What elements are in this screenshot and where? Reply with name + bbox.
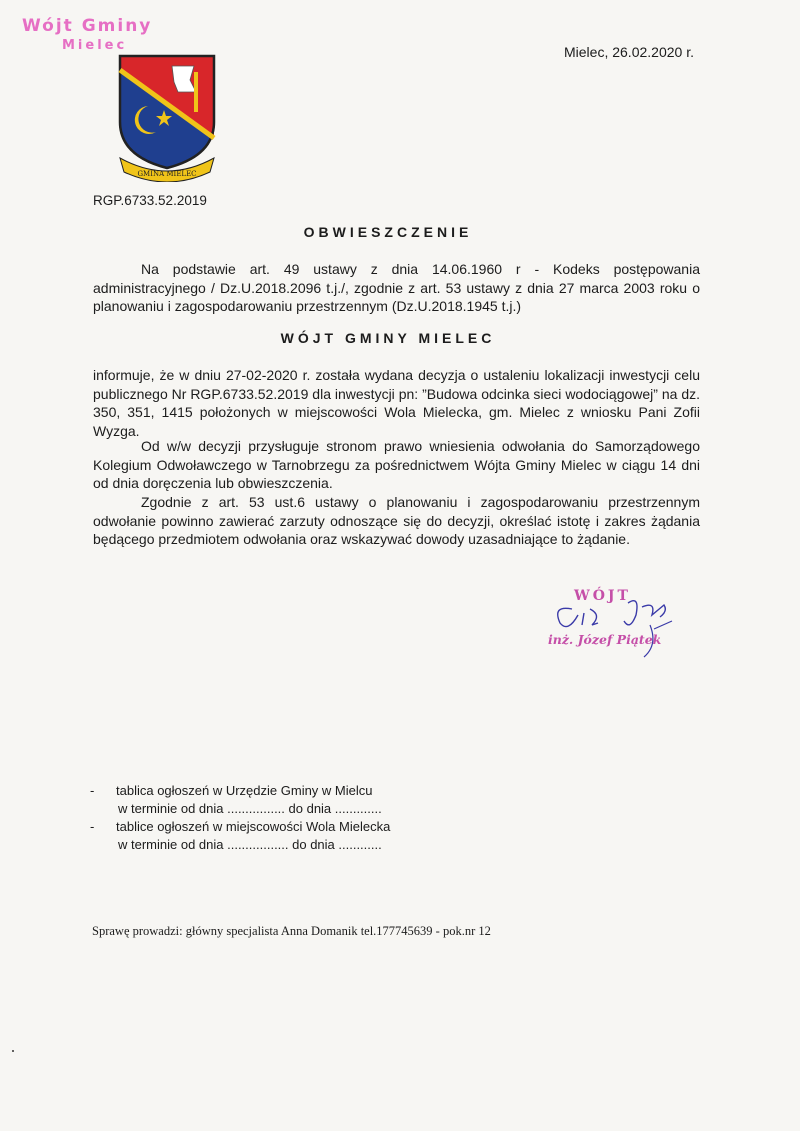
list-bullet: - <box>90 819 95 834</box>
legal-basis-paragraph: Na podstawie art. 49 ustawy z dnia 14.06.1960 r - Kodeks postępowania administracyjnego / Dz.U.2018.2096 t.j./, zgodnie z art. 53 ustawy z dnia 27 marca 2003 roku o planowaniu i zagospodarowaniu przestrzennym (Dz.U.2018.1945 t.j.) <box>93 261 700 314</box>
distribution-list <box>90 782 390 854</box>
appeal-requirements-paragraph: Zgodnie z art. 53 ust.6 ustawy o planowaniu i zagospodarowaniu przestrzennym odwołanie powinno zawierać zarzuty odnoszące się do decyzji, określać istotę i zakres żądania będącego przedmiotem odwołania oraz wskazywać dowody uzasadniające to żądanie. <box>93 494 700 547</box>
distribution-period: w terminie od dnia ................ do dnia ............. <box>118 801 382 816</box>
list-bullet: - <box>90 783 95 798</box>
distribution-period: w terminie od dnia ................. do dnia ............ <box>118 837 382 852</box>
crest-ribbon-text: GMINA MIELEC <box>137 170 197 178</box>
issuing-authority: WÓJT GMINY MIELEC <box>280 330 496 346</box>
coat-of-arms-icon <box>116 52 218 182</box>
stamp-line-1: Wójt Gminy <box>22 16 153 36</box>
distribution-place: tablica ogłoszeń w Urzędzie Gminy w Mielcu <box>116 783 373 798</box>
list-item <box>90 818 390 854</box>
case-handler-footer: Sprawę prowadzi: główny specjalista Anna Domanik tel.177745639 - pok.nr 12 <box>92 924 491 938</box>
office-stamp <box>22 16 152 53</box>
signatory-name: inż. Józef Piątek <box>548 632 662 647</box>
place-and-date: Mielec, 26.02.2020 r. <box>564 44 694 60</box>
distribution-place: tablice ogłoszeń w miejscowości Wola Mielecka <box>116 819 391 834</box>
signature-title: WÓJT <box>574 588 631 604</box>
list-item <box>90 782 390 818</box>
scan-speck <box>12 1050 14 1052</box>
stamp-line-2: Mielec <box>62 38 128 53</box>
case-reference: RGP.6733.52.2019 <box>93 193 207 208</box>
document-title: OBWIESZCZENIE <box>303 224 473 240</box>
appeal-paragraph: Od w/w decyzji przysługuje stronom prawo wniesienia odwołania do Samorządowego Kolegium Odwoławczego w Tarnobrzegu za pośrednictwem Wójta Gminy Mielec w ciągu 14 dni od dnia doręczenia lub obwieszczenia. <box>93 438 700 491</box>
decision-paragraph: informuje, że w dniu 27-02-2020 r. została wydana decyzja o ustaleniu lokalizacji inwestycji celu publicznego Nr RGP.6733.52.2019 dla inwestycji pn: ”Budowa odcinka sieci wodociągowej” na dz. 350, 351, 1415 położonych w miejscowości Wola Mielecka, gm. Mielec z wniosku Pani Zofii Wyzga. <box>93 367 700 439</box>
